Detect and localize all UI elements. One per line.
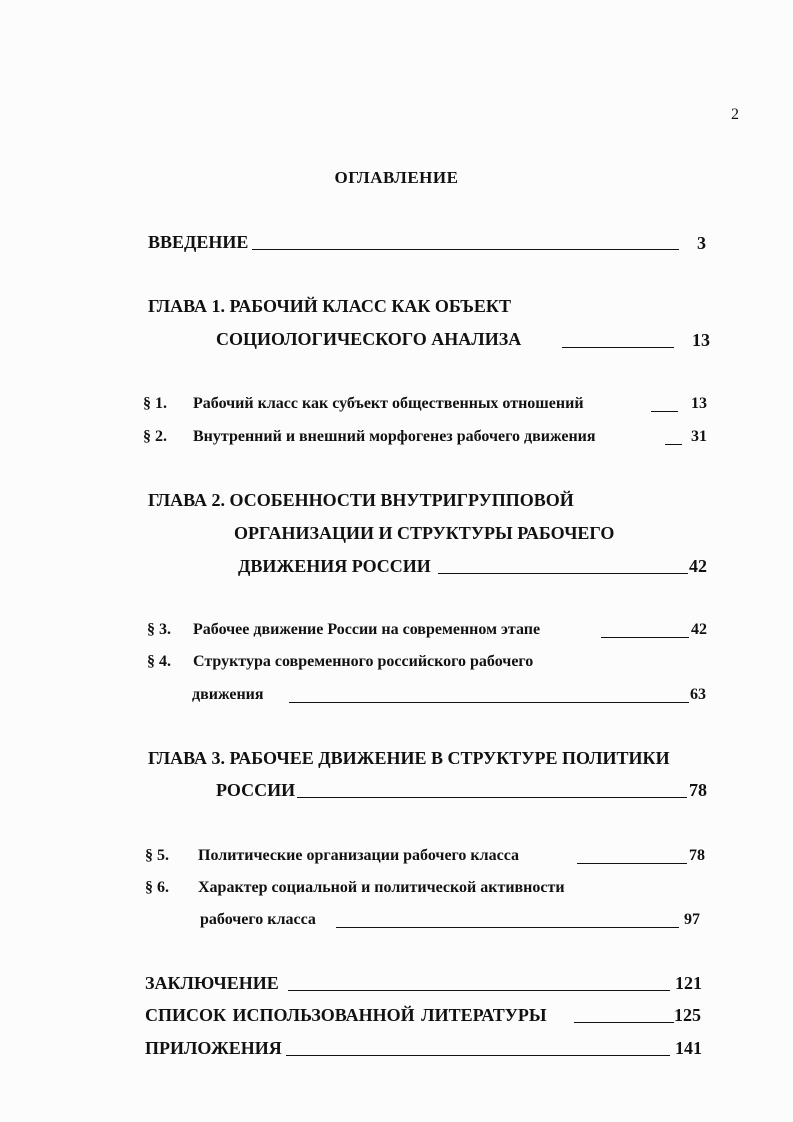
toc-chapter2-line2: ОРГАНИЗАЦИИ И СТРУКТУРЫ РАБОЧЕГО [234,523,615,543]
toc-section4-page: 63 [690,686,706,703]
toc-intro-label: ВВЕДЕНИЕ [148,232,249,252]
toc-section4-label-cont: движения [192,686,264,703]
toc-section6-page: 97 [684,911,700,928]
toc-leader [336,927,679,928]
toc-section5-mark: § 5. [145,847,169,864]
toc-chapter2-page: 42 [689,556,707,576]
toc-bibliography-label: СПИСОК ИСПОЛЬЗОВАННОЙ ЛИТЕРАТУРЫ [145,1005,547,1025]
toc-intro-page: 3 [697,233,706,253]
toc-leader [252,249,679,250]
toc-chapter3-line2: РОССИИ [216,780,296,800]
toc-leader [577,863,687,864]
toc-section2-page: 31 [691,428,707,445]
toc-leader [288,990,670,991]
toc-chapter2-line1: ГЛАВА 2. ОСОБЕННОСТИ ВНУТРИГРУППОВОЙ [148,490,574,510]
toc-leader [438,573,688,574]
toc-section1-page: 13 [691,395,707,412]
toc-leader [297,797,687,798]
toc-appendix-page: 141 [675,1038,702,1058]
toc-appendix-label: ПРИЛОЖЕНИЯ [145,1038,282,1058]
toc-section3-page: 42 [691,621,707,638]
toc-section5-page: 78 [689,847,705,864]
toc-section5-label: Политические организации рабочего класса [198,847,520,864]
toc-chapter1-line1: ГЛАВА 1. РАБОЧИЙ КЛАСС КАК ОБЪЕКТ [148,296,511,316]
toc-section2-label: Внутренний и внешний морфогенез рабочего движения [193,428,596,445]
toc-section2-mark: § 2. [143,428,167,445]
toc-section4-label: Структура современного российского рабочего [193,653,534,670]
toc-leader [562,347,674,348]
toc-chapter3-line1: ГЛАВА 3. РАБОЧЕЕ ДВИЖЕНИЕ В СТРУКТУРЕ ПОЛИТИКИ [148,748,670,768]
toc-section3-label: Рабочее движение России на современном этапе [193,621,541,638]
page-number: 2 [731,106,739,123]
toc-leader [289,702,689,703]
toc-conclusion-page: 121 [675,973,702,993]
toc-section6-label: Характер социальной и политической активности [198,879,565,896]
toc-leader [601,637,689,638]
toc-section6-label-cont: рабочего класса [200,911,316,928]
toc-section1-label: Рабочий класс как субъект общественных отношений [193,395,584,412]
toc-section6-mark: § 6. [145,879,169,896]
toc-leader [651,411,678,412]
toc-section4-mark: § 4. [147,653,171,670]
toc-chapter1-line2: СОЦИОЛОГИЧЕСКОГО АНАЛИЗА [216,329,522,349]
toc-section3-mark: § 3. [147,621,171,638]
toc-leader [574,1022,674,1023]
toc-section1-mark: § 1. [143,395,167,412]
page-title: ОГЛАВЛЕНИЕ [334,168,459,187]
toc-leader [665,444,682,445]
toc-chapter1-page: 13 [692,330,710,350]
toc-bibliography-page: 125 [674,1005,701,1025]
toc-leader [286,1055,670,1056]
toc-chapter3-page: 78 [689,780,707,800]
toc-chapter2-line3: ДВИЖЕНИЯ РОССИИ [238,556,431,576]
toc-conclusion-label: ЗАКЛЮЧЕНИЕ [145,973,279,993]
